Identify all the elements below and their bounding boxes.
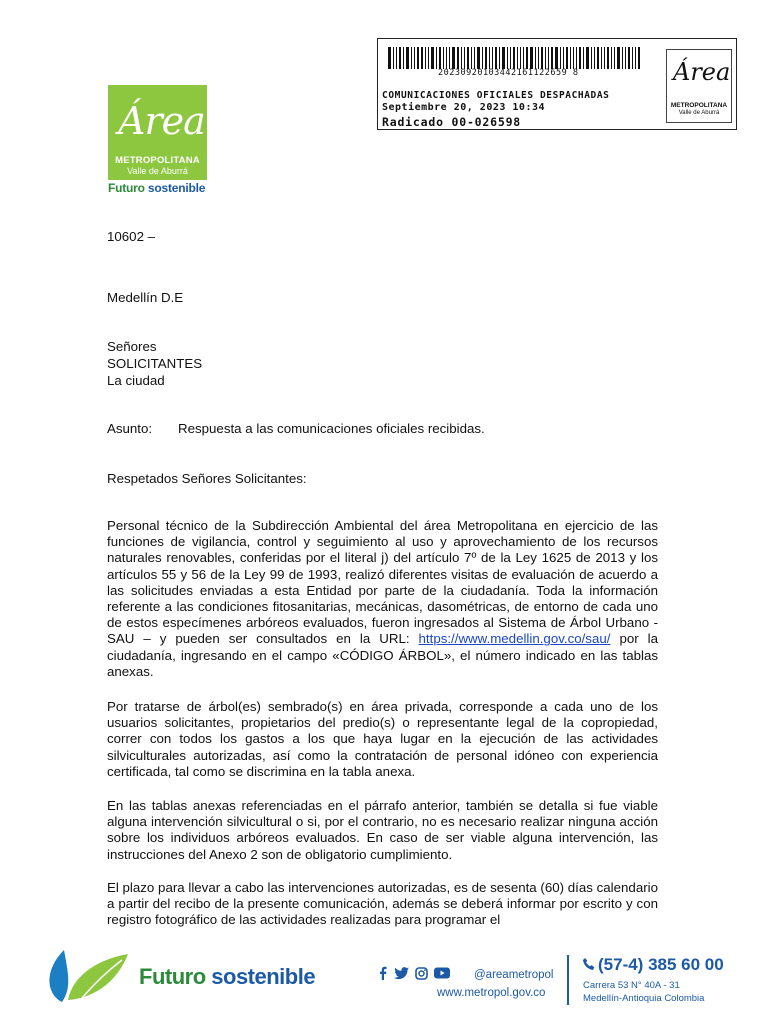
barcode-bar <box>523 47 524 69</box>
barcode-bar <box>614 47 615 69</box>
barcode-bar <box>625 47 626 69</box>
address-line1: Carrera 53 N° 40A - 31 <box>583 980 680 991</box>
barcode-bar <box>604 47 605 69</box>
barcode-bar <box>507 47 508 69</box>
barcode-bar <box>545 47 546 69</box>
barcode-bar <box>551 47 553 69</box>
barcode-bar <box>431 47 434 69</box>
barcode-bar <box>573 47 574 69</box>
barcode-bar <box>457 47 459 69</box>
barcode-bar <box>411 47 412 69</box>
paragraph-1 <box>107 518 658 680</box>
barcode-bar <box>517 47 518 69</box>
barcode-bar <box>530 47 533 69</box>
footer-brand <box>139 964 315 990</box>
barcode-bar <box>576 47 577 69</box>
radicado-stamp <box>377 38 737 130</box>
barcode-bar <box>399 47 401 69</box>
youtube-icon[interactable] <box>434 967 450 979</box>
barcode-bar <box>467 47 469 69</box>
logo-line1: METROPOLITANA <box>115 155 200 166</box>
twitter-icon[interactable] <box>394 967 409 980</box>
barcode-bar <box>555 47 558 69</box>
barcode-bar <box>635 47 636 69</box>
barcode-bar <box>570 47 571 69</box>
barcode-bar <box>495 47 497 69</box>
salutation: Respetados Señores Solicitantes: <box>107 471 307 486</box>
barcode-bar <box>628 47 630 69</box>
phone-number[interactable] <box>582 955 724 975</box>
area-metropolitana-logo <box>108 85 207 180</box>
barcode-bar <box>449 47 450 69</box>
website-link[interactable]: www.metropol.gov.co <box>437 987 546 999</box>
barcode-bar <box>406 47 409 69</box>
barcode <box>388 47 660 69</box>
barcode-bar <box>439 47 441 69</box>
barcode-bar <box>414 47 415 69</box>
barcode-bar <box>482 47 483 69</box>
facebook-icon[interactable] <box>378 966 388 980</box>
addressee-line3: La ciudad <box>107 373 165 388</box>
barcode-bar <box>560 47 561 69</box>
city-line: Medellín D.E <box>107 290 184 305</box>
barcode-bar <box>594 47 595 69</box>
logo-tagline-part2: sostenible <box>147 181 206 195</box>
barcode-bar <box>597 47 599 69</box>
logo-line2: Valle de Aburrá <box>127 166 188 176</box>
barcode-bar <box>541 47 543 69</box>
barcode-bar <box>452 47 455 69</box>
paragraph-4: El plazo para llevar a cabo las intervenciones autorizadas, es de sesenta (60) días calendario a partir del recibo de la presente comunicación, además se deberá informar por escrito y con registro fotográfico de las actividades realizadas para programar el <box>107 880 658 928</box>
stamp-logo-line2: Valle de Aburrá <box>678 110 720 116</box>
barcode-bar <box>513 47 515 69</box>
barcode-bar <box>622 47 623 69</box>
paragraph-1-text-b: por la ciudadanía, ingresando en el campo «CÓDIGO ÁRBOL», el número indicado en las tablas anexas. <box>107 631 658 679</box>
reference-number: 10602 – <box>107 229 156 244</box>
logo-script-text: Área <box>118 99 205 143</box>
barcode-bar <box>403 47 404 69</box>
stamp-title: COMUNICACIONES OFICIALES DESPACHADAS <box>382 90 610 101</box>
barcode-bar <box>617 47 620 69</box>
barcode-bar <box>502 47 505 69</box>
logo-tagline-part1: Futuro <box>108 181 148 195</box>
barcode-bar <box>538 47 539 69</box>
barcode-bar <box>428 47 429 69</box>
barcode-bar <box>638 47 640 69</box>
barcode-bar <box>510 47 511 69</box>
addressee-line2: SOLICITANTES <box>107 356 203 371</box>
barcode-bar <box>477 47 480 69</box>
barcode-bar <box>489 47 490 69</box>
logo-tagline <box>108 181 205 195</box>
social-icons <box>378 966 450 980</box>
barcode-bar <box>632 47 633 69</box>
barcode-bar <box>566 47 568 69</box>
instagram-icon[interactable] <box>415 967 428 980</box>
barcode-bar <box>396 47 397 69</box>
subject-label: Asunto: <box>107 421 153 436</box>
barcode-bar <box>499 47 500 69</box>
barcode-bar <box>421 47 423 69</box>
barcode-number: 20230920103442161122659 8 <box>438 68 579 78</box>
barcode-bar <box>443 47 444 69</box>
barcode-bar <box>393 47 394 69</box>
barcode-bar <box>492 47 493 69</box>
barcode-bar <box>583 47 584 69</box>
barcode-bar <box>417 47 419 69</box>
barcode-bar <box>388 47 391 69</box>
stamp-date: Septiembre 20, 2023 10:34 <box>382 102 546 113</box>
barcode-bar <box>436 47 437 69</box>
barcode-bar <box>548 47 549 69</box>
footer-divider <box>567 955 569 1005</box>
leaves-logo-icon <box>42 942 132 1004</box>
barcode-bar <box>425 47 426 69</box>
paragraph-1-text-a: Personal técnico de la Subdirección Ambiental del área Metropolitana en ejercicio de las funciones de vigilancia, control y seguimiento al uso y aprovechamiento de los recursos naturales renovables, conferidas por el literal j) del artículo 7º de la Ley 1625 de 2013 y los artículos 55 y 56 de la Ley 99 de 1993, realizó diferentes visitas de evaluación de acuerdo a las solicitudes enviadas a esta Entidad por parte de la ciudadanía. Toda la información referente a las condiciones fitosanitarias, mecánicas, dasométricas, de entorno de cada uno de estos especímenes arbóreos evaluados, fueron ingresados al Sistema de Árbol Urbano - SAU – y pueden ser consultados en la URL: <box>107 518 658 647</box>
subject-text: Respuesta a las comunicaciones oficiales recibidas. <box>178 421 485 436</box>
stamp-radicado: Radicado 00-026598 <box>382 115 522 129</box>
barcode-bar <box>520 47 521 69</box>
barcode-bar <box>471 47 472 69</box>
barcode-bar <box>535 47 536 69</box>
barcode-bar <box>461 47 462 69</box>
phone-icon <box>582 957 596 971</box>
stamp-logo <box>666 49 732 123</box>
phone-number-text: (57-4) 385 60 00 <box>598 955 724 974</box>
address-line2: Medellín-Antioquia Colombia <box>583 993 705 1004</box>
paragraph-2: Por tratarse de árbol(es) sembrado(s) en área privada, corresponde a cada uno de los usuarios solicitantes, propietarios del predio(s) o representante legal de la copropiedad, correr con todos los gastos a los que haya lugar en la ejecución de las actividades silviculturales autorizadas, así como la contratación de personal idóneo con experiencia certificada, tal como se discrimina en la tabla anexa. <box>107 699 658 779</box>
barcode-bar <box>446 47 447 69</box>
footer-brand-part1: Futuro <box>139 964 212 989</box>
paragraph-3: En las tablas anexas referenciadas en el párrafo anterior, también se detalla si fue viable alguna intervención silvicultural o si, por el contrario, no es necesario realizar ninguna acción sobre los individuos arbóreos evaluados. En caso de ser viable alguna intervención, las instrucciones del Anexo 2 son de obligatorio cumplimiento. <box>107 798 658 862</box>
stamp-logo-line1: METROPOLITANA <box>670 102 728 109</box>
barcode-bar <box>485 47 487 69</box>
addressee-line1: Señores <box>107 339 157 354</box>
barcode-bar <box>591 47 592 69</box>
barcode-bar <box>474 47 475 69</box>
barcode-bar <box>611 47 612 69</box>
sau-url-link[interactable]: https://www.medellin.gov.co/sau/ <box>418 631 611 647</box>
social-handle[interactable]: @areametropol <box>474 969 554 981</box>
barcode-bar <box>607 47 609 69</box>
barcode-bar <box>563 47 564 69</box>
barcode-bar <box>579 47 581 69</box>
barcode-bar <box>526 47 528 69</box>
barcode-bar <box>464 47 465 69</box>
stamp-logo-script: Área <box>673 58 731 86</box>
barcode-bar <box>601 47 602 69</box>
footer-brand-part2: sostenible <box>211 964 316 989</box>
barcode-bar <box>586 47 589 69</box>
